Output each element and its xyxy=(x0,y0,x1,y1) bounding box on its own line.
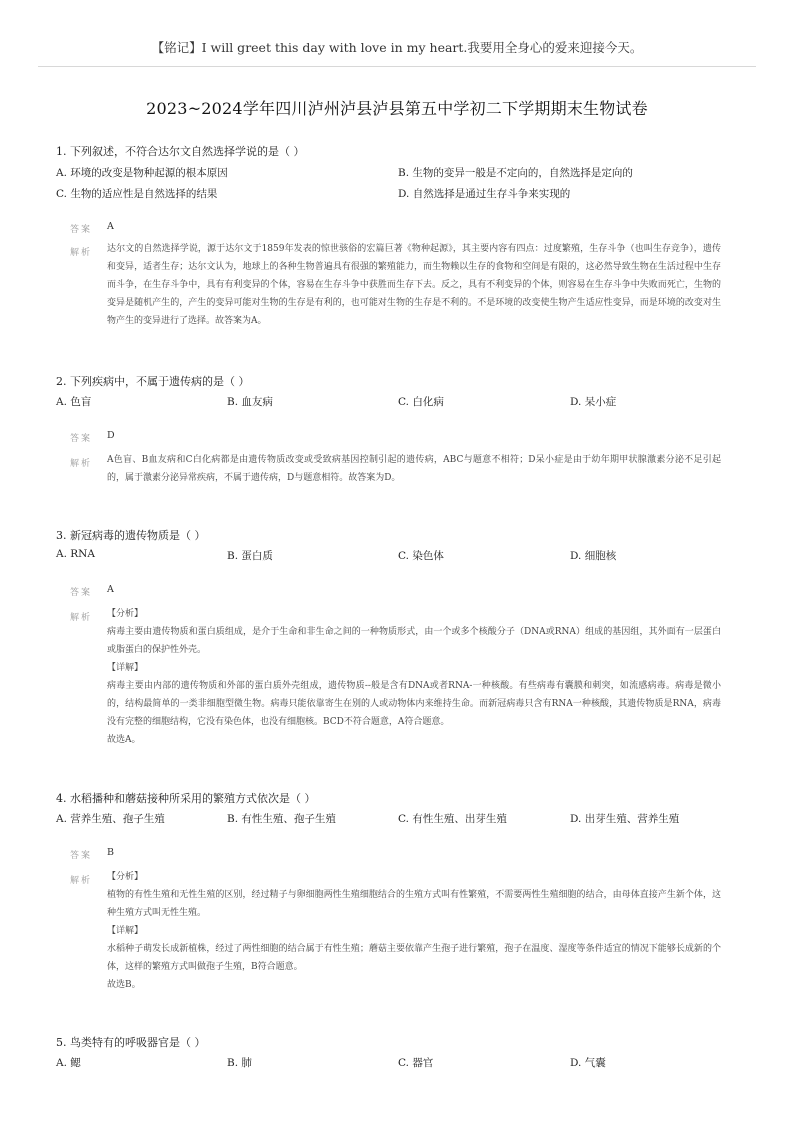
option-c: C. 染色体 xyxy=(398,550,444,562)
explanation-paragraph: 达尔文的自然选择学说，源于达尔文于1859年发表的惊世骇俗的宏篇巨著《物种起源》，其主要内容有四点：过度繁殖，生存斗争（也叫生存竞争），遗传和变异，适者生存；达尔文认为，地球上的各种生物普遍具有很强的繁殖能力，而生物赖以生存的食物和空间是有限的，这必然导致生物在生活过程中生存而斗争，在生存斗争中，具有有利变异的个体，容易在生存斗争中获胜而生存下去。反之，具有不利变异的个体，则容易在生存斗争中失败而死亡，生物的变异是随机产生的，产生的变异可能对生物的生存是有利的，也可能对生物的生存是不利的。不是环境的改变使生物产生适应性变异，而是环境的改变对生物产生的变异进行了选择。故答案为A。 xyxy=(107,244,721,326)
answer-label: 答案 xyxy=(70,588,93,598)
option-c: C. 生物的适应性是自然选择的结果 xyxy=(56,188,218,200)
explanation-heading: 【详解】 xyxy=(107,663,144,673)
option-a: A. 鳃 xyxy=(56,1057,81,1069)
explanation xyxy=(107,605,721,749)
answer-label: 答案 xyxy=(70,225,93,235)
answer-value: B xyxy=(107,847,114,858)
option-c: C. 有性生殖、出芽生殖 xyxy=(398,813,507,825)
question-stem: 5. 鸟类特有的呼吸器官是（ ） xyxy=(56,1036,206,1049)
option-c: C. 白化病 xyxy=(398,396,444,408)
explanation-paragraph: 水稻种子萌发长成新植株，经过了两性细胞的结合属于有性生殖；蘑菇主要依靠产生孢子进行繁殖，孢子在温度、湿度等条件适宜的情况下能够长成新的个体，这样的繁殖方式叫做孢子生殖，B符合题意。 xyxy=(107,944,721,972)
option-a: A. 色盲 xyxy=(56,396,92,408)
explanation-paragraph: 病毒主要由内部的遗传物质和外部的蛋白质外壳组成，遗传物质--般是含有DNA或者RNA-一种核酸。有些病毒有囊膜和刺突，如流感病毒。病毒是微小的，结构最简单的一类非细胞型微生物。病毒只能依靠寄生在别的人或动物体内来维持生命。而新冠病毒只含有RNA一种核酸，其遗传物质是RNA，病毒没有完整的细胞结构，它没有染色体，也没有细胞核。BCD不符合题意，A符合题意。 xyxy=(107,681,721,727)
option-a: A. 环境的改变是物种起源的根本原因 xyxy=(56,167,228,179)
analysis-label: 解析 xyxy=(70,876,93,886)
explanation-heading: 【分析】 xyxy=(107,609,144,619)
explanation xyxy=(107,451,721,487)
explanation xyxy=(107,240,721,330)
option-d: D. 细胞核 xyxy=(570,550,617,562)
explanation-paragraph: 病毒主要由遗传物质和蛋白质组成，是介于生命和非生命之间的一种物质形式，由一个或多个核酸分子（DNA或RNA）组成的基因组，其外面有一层蛋白或脂蛋白的保护性外壳。 xyxy=(107,627,721,655)
analysis-label: 解析 xyxy=(70,613,93,623)
option-a: A. RNA xyxy=(56,548,95,560)
option-b: B. 生物的变异一般是不定向的，自然选择是定向的 xyxy=(398,167,633,179)
motto: 【铭记】I will greet this day with love in my heart.我要用全身心的爱来迎接今天。 xyxy=(151,40,643,55)
explanation-conclusion: 故选A。 xyxy=(107,735,141,745)
answer-label: 答案 xyxy=(70,851,93,861)
page-title: 2023~2024学年四川泸州泸县泸县第五中学初二下学期期末生物试卷 xyxy=(146,99,648,118)
option-b: B. 肺 xyxy=(227,1057,252,1069)
question-stem: 4. 水稻播种和蘑菇接种所采用的繁殖方式依次是（ ） xyxy=(56,792,316,805)
option-b: B. 蛋白质 xyxy=(227,550,273,562)
explanation-heading: 【详解】 xyxy=(107,926,144,936)
answer-value: D xyxy=(107,430,115,441)
analysis-label: 解析 xyxy=(70,459,93,469)
answer-label: 答案 xyxy=(70,434,93,444)
question-stem: 1. 下列叙述，不符合达尔文自然选择学说的是（ ） xyxy=(56,145,305,158)
analysis-label: 解析 xyxy=(70,248,93,258)
option-d: D. 出芽生殖、营养生殖 xyxy=(570,813,680,825)
answer-value: A xyxy=(107,221,114,232)
option-b: B. 有性生殖、孢子生殖 xyxy=(227,813,336,825)
explanation-heading: 【分析】 xyxy=(107,872,144,882)
option-d: D. 气囊 xyxy=(570,1057,606,1069)
explanation-paragraph: 植物的有性生殖和无性生殖的区别，经过精子与卵细胞两性生殖细胞结合的生殖方式叫有性繁殖，不需要两性生殖细胞的结合，由母体直接产生新个体，这种生殖方式叫无性生殖。 xyxy=(107,890,721,918)
explanation-conclusion: 故选B。 xyxy=(107,980,141,990)
header-divider xyxy=(38,66,756,67)
explanation xyxy=(107,868,721,994)
option-c: C. 器官 xyxy=(398,1057,434,1069)
explanation-paragraph: A色盲、B血友病和C白化病都是由遗传物质改变或受致病基因控制引起的遗传病，ABC与题意不相符；D呆小症是由于幼年期甲状腺激素分泌不足引起的，属于激素分泌异常疾病，不属于遗传病，D与题意相符。故答案为D。 xyxy=(107,455,721,483)
answer-value: A xyxy=(107,584,114,595)
option-d: D. 呆小症 xyxy=(570,396,617,408)
option-a: A. 营养生殖、孢子生殖 xyxy=(56,813,165,825)
option-d: D. 自然选择是通过生存斗争来实现的 xyxy=(398,188,571,200)
question-stem: 3. 新冠病毒的遗传物质是（ ） xyxy=(56,529,206,542)
option-b: B. 血友病 xyxy=(227,396,273,408)
question-stem: 2. 下列疾病中，不属于遗传病的是（ ） xyxy=(56,375,250,388)
